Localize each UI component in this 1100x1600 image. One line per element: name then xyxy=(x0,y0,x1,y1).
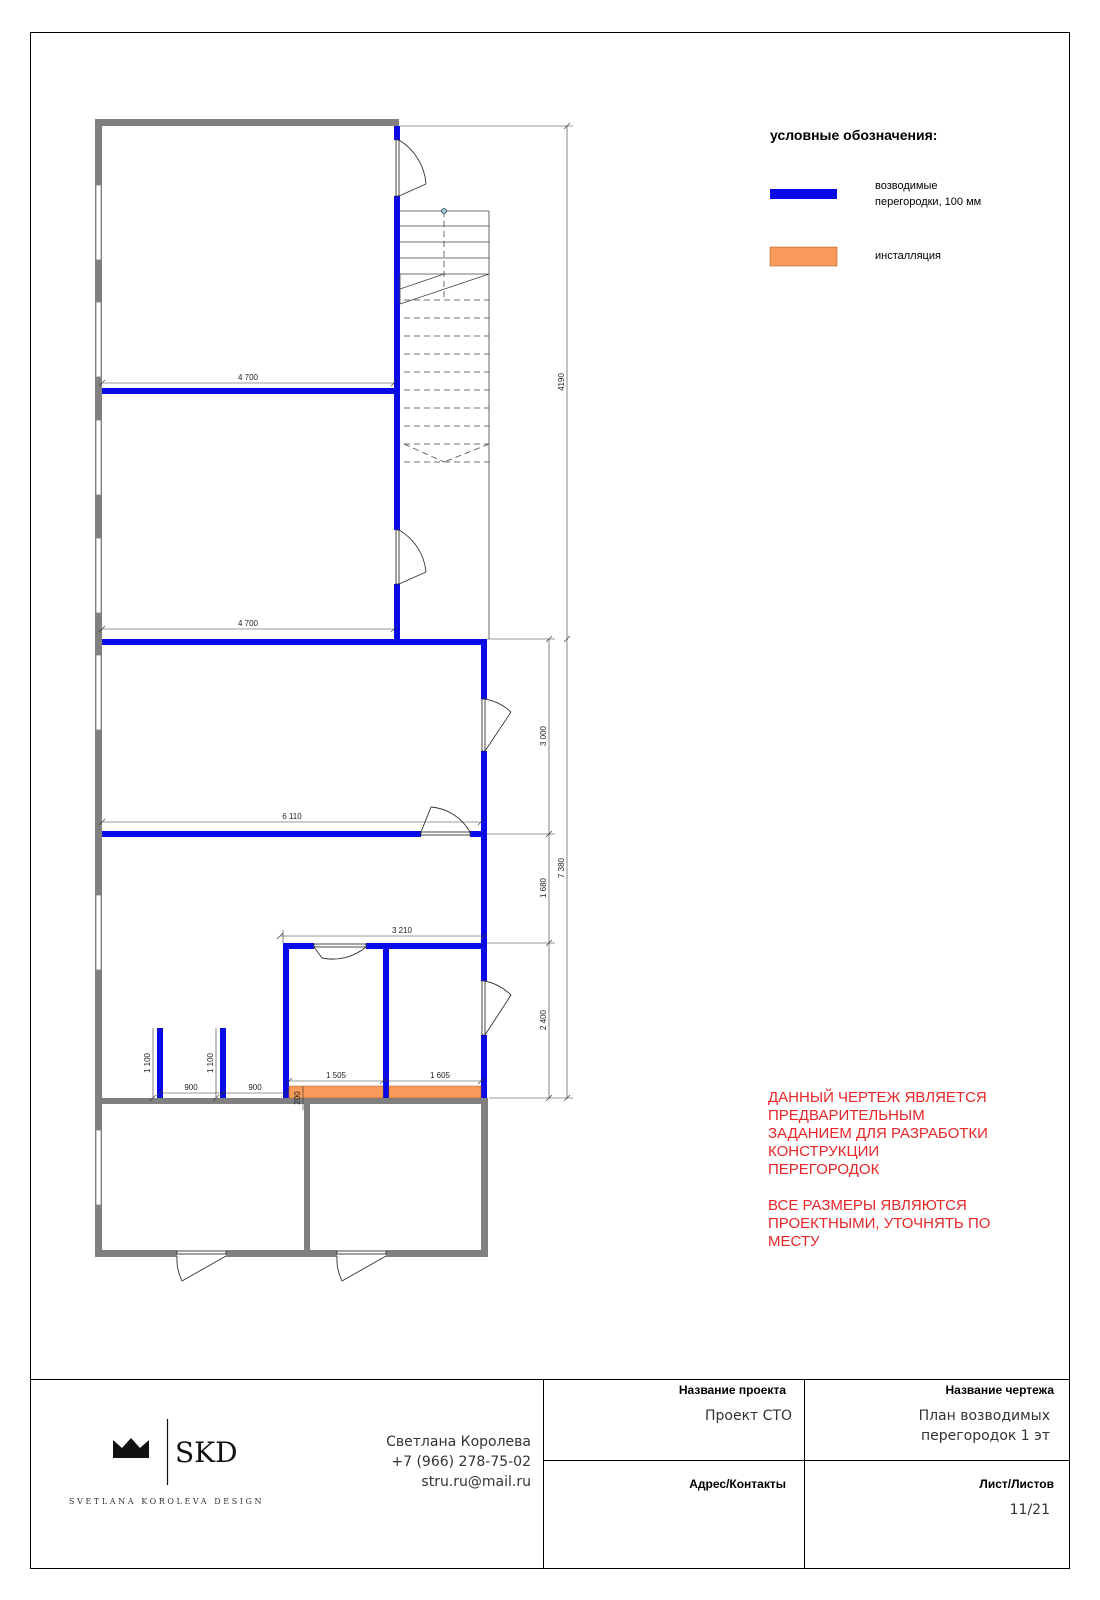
note xyxy=(768,1088,990,1250)
project-label: Название проекта xyxy=(678,1383,786,1397)
brand-logo xyxy=(69,1419,264,1506)
legend-swatch-installation xyxy=(770,247,837,266)
existing-wall-bottom-b xyxy=(226,1250,337,1257)
note-line: КОНСТРУКЦИИ xyxy=(768,1143,880,1160)
dim-label: 2 400 xyxy=(539,1009,548,1031)
dimension-lines xyxy=(99,123,573,1110)
legend-title: условные обозначения: xyxy=(770,127,938,143)
note-line: ЗАДАНИЕМ ДЛЯ РАЗРАБОТКИ xyxy=(768,1125,988,1142)
dim-label: 900 xyxy=(184,1083,198,1092)
existing-wall-bottom-c xyxy=(386,1250,488,1257)
door xyxy=(314,944,366,959)
partition xyxy=(481,1035,487,1098)
legend-label-partition: возводимые xyxy=(875,180,938,192)
contact-name: Светлана Королева xyxy=(386,1434,531,1450)
partition xyxy=(102,388,394,394)
contact-phone: +7 (966) 278-75-02 xyxy=(391,1454,531,1470)
crown-base xyxy=(113,1452,149,1458)
door xyxy=(337,1251,386,1281)
floor-plan xyxy=(95,119,573,1281)
door xyxy=(177,1251,226,1281)
window xyxy=(96,420,101,495)
legend-label-installation: инсталляция xyxy=(875,250,941,262)
partition xyxy=(394,196,400,530)
existing-wall-lower-right xyxy=(481,1098,488,1257)
dim-label: 3 000 xyxy=(539,725,548,747)
project-value: Проект СТО xyxy=(704,1408,792,1424)
window xyxy=(96,302,101,377)
partition xyxy=(283,943,289,1098)
dim-label: 1 100 xyxy=(143,1052,152,1074)
door xyxy=(421,807,470,835)
partition xyxy=(383,943,389,1098)
doors xyxy=(177,140,511,1281)
title-block xyxy=(30,1379,1070,1568)
existing-wall-top xyxy=(95,119,399,126)
note-line: ПРЕДВАРИТЕЛЬНЫМ xyxy=(768,1107,925,1124)
dim-label: 7 380 xyxy=(557,857,566,879)
legend-label-partition: перегородки, 100 мм xyxy=(875,196,982,208)
existing-wall-bottom-a xyxy=(95,1250,177,1257)
partition xyxy=(220,1028,226,1098)
sheet-label: Лист/Листов xyxy=(979,1477,1054,1491)
dimension-labels xyxy=(143,373,566,1105)
dim-label: 6 110 xyxy=(282,812,302,821)
partition xyxy=(470,831,481,837)
door xyxy=(482,699,511,751)
new-partitions xyxy=(102,126,487,1098)
dim-label: 4190 xyxy=(557,373,566,391)
window xyxy=(96,895,101,970)
contact-email: stru.ru@mail.ru xyxy=(421,1474,531,1490)
partition xyxy=(157,1028,163,1098)
note-line: ВСЕ РАЗМЕРЫ ЯВЛЯЮТСЯ xyxy=(768,1197,967,1214)
partition xyxy=(102,639,486,645)
partition xyxy=(394,584,400,639)
legend xyxy=(770,127,981,266)
note-line: ДАННЫЙ ЧЕРТЕЖ ЯВЛЯЕТСЯ xyxy=(768,1089,987,1106)
drawing-value: План возводимых xyxy=(918,1408,1050,1424)
partition xyxy=(481,639,487,699)
dim-label: 200 xyxy=(293,1091,302,1105)
window xyxy=(96,1130,101,1205)
brand-name: SVETLANA KOROLEVA DESIGN xyxy=(69,1497,265,1506)
dim-label: 1 505 xyxy=(325,1071,347,1080)
brand-mark: SKD xyxy=(175,1436,238,1469)
address-label: Адрес/Контакты xyxy=(689,1477,786,1491)
door xyxy=(396,530,426,584)
legend-swatch-partition xyxy=(770,189,837,199)
stairs xyxy=(400,209,489,640)
installation-block xyxy=(389,1086,481,1098)
stair-start-marker xyxy=(442,209,447,214)
dim-label: 1 680 xyxy=(539,877,548,899)
note-line: ПЕРЕГОРОДОК xyxy=(768,1161,880,1178)
dim-label: 4 700 xyxy=(237,373,259,382)
window xyxy=(96,655,101,730)
sheet-value: 11/21 xyxy=(1009,1502,1050,1518)
dim-label: 3 210 xyxy=(391,926,413,935)
note-line: ПРОЕКТНЫМИ, УТОЧНЯТЬ ПО xyxy=(768,1215,991,1232)
dim-label: 900 xyxy=(248,1083,262,1092)
dim-label: 1 605 xyxy=(429,1071,451,1080)
dim-label: 4 700 xyxy=(237,619,259,628)
sheet-frame xyxy=(31,33,1070,1569)
door xyxy=(396,140,426,196)
door xyxy=(482,981,511,1035)
window xyxy=(96,185,101,260)
existing-wall-lower-middle xyxy=(304,1098,310,1257)
drawing-value: перегородок 1 эт xyxy=(921,1428,1050,1444)
note-line: МЕСТУ xyxy=(768,1233,820,1250)
window xyxy=(96,538,101,613)
dim-label: 1 100 xyxy=(206,1052,215,1074)
drawing-label: Название чертежа xyxy=(945,1383,1054,1397)
partition xyxy=(481,751,487,981)
partition xyxy=(102,831,421,837)
partition xyxy=(394,126,400,140)
existing-wall-lower-top xyxy=(95,1098,488,1104)
